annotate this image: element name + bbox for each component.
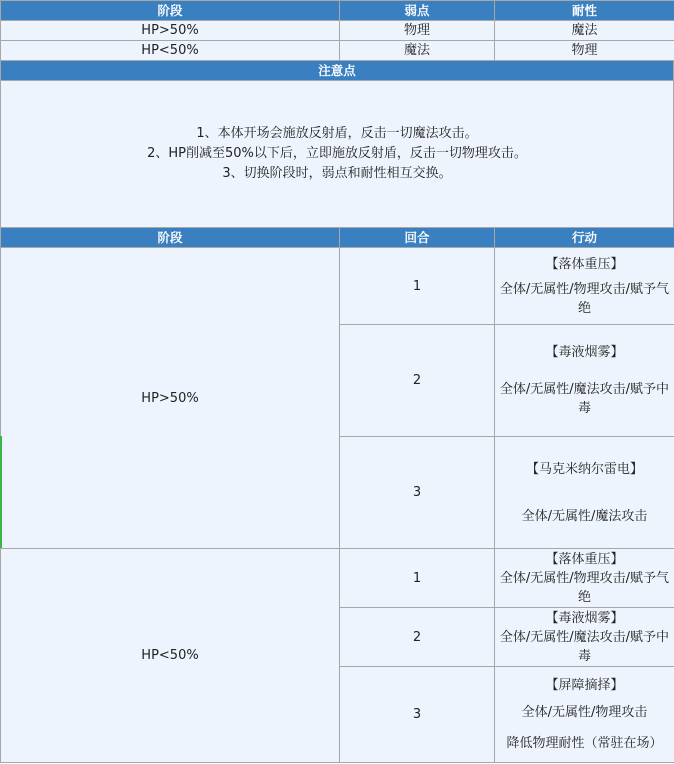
weakness-cell: 物理	[340, 21, 495, 41]
turn-cell: 2	[340, 325, 495, 437]
action-desc: 全体/无属性/物理攻击	[521, 705, 648, 720]
action-desc: 全体/无属性/魔法攻击/赋予中毒	[499, 382, 670, 416]
table-header-row	[1, 228, 674, 248]
header-phase: 阶段	[1, 1, 340, 21]
action-name: 【屏障摘择】	[545, 678, 624, 693]
turn-cell: 2	[340, 608, 495, 667]
phase-cell: HP<50%	[1, 549, 340, 763]
turn-cell: 3	[340, 437, 495, 549]
notes-title: 注意点	[1, 61, 674, 81]
action-name: 【毒液烟雾】	[545, 345, 624, 360]
table-row	[1, 21, 674, 41]
action-extra: 降低物理耐性（常驻在场）	[506, 736, 663, 751]
action-cell	[495, 608, 674, 667]
phase-cell: HP>50%	[1, 21, 340, 41]
action-desc: 全体/无属性/物理攻击/赋予气绝	[499, 570, 670, 605]
header-turn: 回合	[340, 228, 495, 248]
notes-body-row	[1, 81, 674, 228]
action-desc: 全体/无属性/魔法攻击/赋予中毒	[499, 629, 670, 664]
phase-cell: HP<50%	[1, 41, 340, 61]
turn-cell: 1	[340, 549, 495, 608]
action-name: 【马克米纳尔雷电】	[525, 461, 643, 477]
table-row	[1, 549, 674, 608]
notes-header-row	[1, 61, 674, 81]
action-desc: 全体/无属性/物理攻击/赋予气绝	[499, 281, 670, 316]
notes-body	[1, 81, 674, 228]
phase-weakness-table	[0, 0, 674, 61]
note-line: 3、切换阶段时，弱点和耐性相互交换。	[222, 166, 452, 181]
resistance-cell: 魔法	[495, 21, 674, 41]
resistance-cell: 物理	[495, 41, 674, 61]
action-name: 【毒液烟雾】	[545, 610, 624, 626]
action-cell	[495, 248, 674, 325]
notes-table	[0, 60, 674, 228]
action-name: 【落体重压】	[545, 551, 624, 567]
action-desc: 全体/无属性/魔法攻击	[521, 508, 648, 524]
action-cell	[495, 325, 674, 437]
action-name: 【落体重压】	[545, 256, 624, 272]
table-row	[1, 41, 674, 61]
header-phase: 阶段	[1, 228, 340, 248]
table-header-row	[1, 1, 674, 21]
table-row	[1, 248, 674, 325]
phase-cell: HP>50%	[1, 248, 340, 549]
header-resistance: 耐性	[495, 1, 674, 21]
turn-cell: 1	[340, 248, 495, 325]
action-table	[0, 227, 674, 763]
weakness-cell: 魔法	[340, 41, 495, 61]
side-accent-bar	[0, 436, 2, 548]
action-cell	[495, 437, 674, 549]
header-weakness: 弱点	[340, 1, 495, 21]
action-cell	[495, 549, 674, 608]
note-line: 2、HP削减至50%以下后，立即施放反射盾，反击一切物理攻击。	[147, 146, 527, 161]
header-action: 行动	[495, 228, 674, 248]
note-line: 1、本体开场会施放反射盾，反击一切魔法攻击。	[196, 126, 478, 141]
action-cell	[495, 667, 674, 763]
turn-cell: 3	[340, 667, 495, 763]
